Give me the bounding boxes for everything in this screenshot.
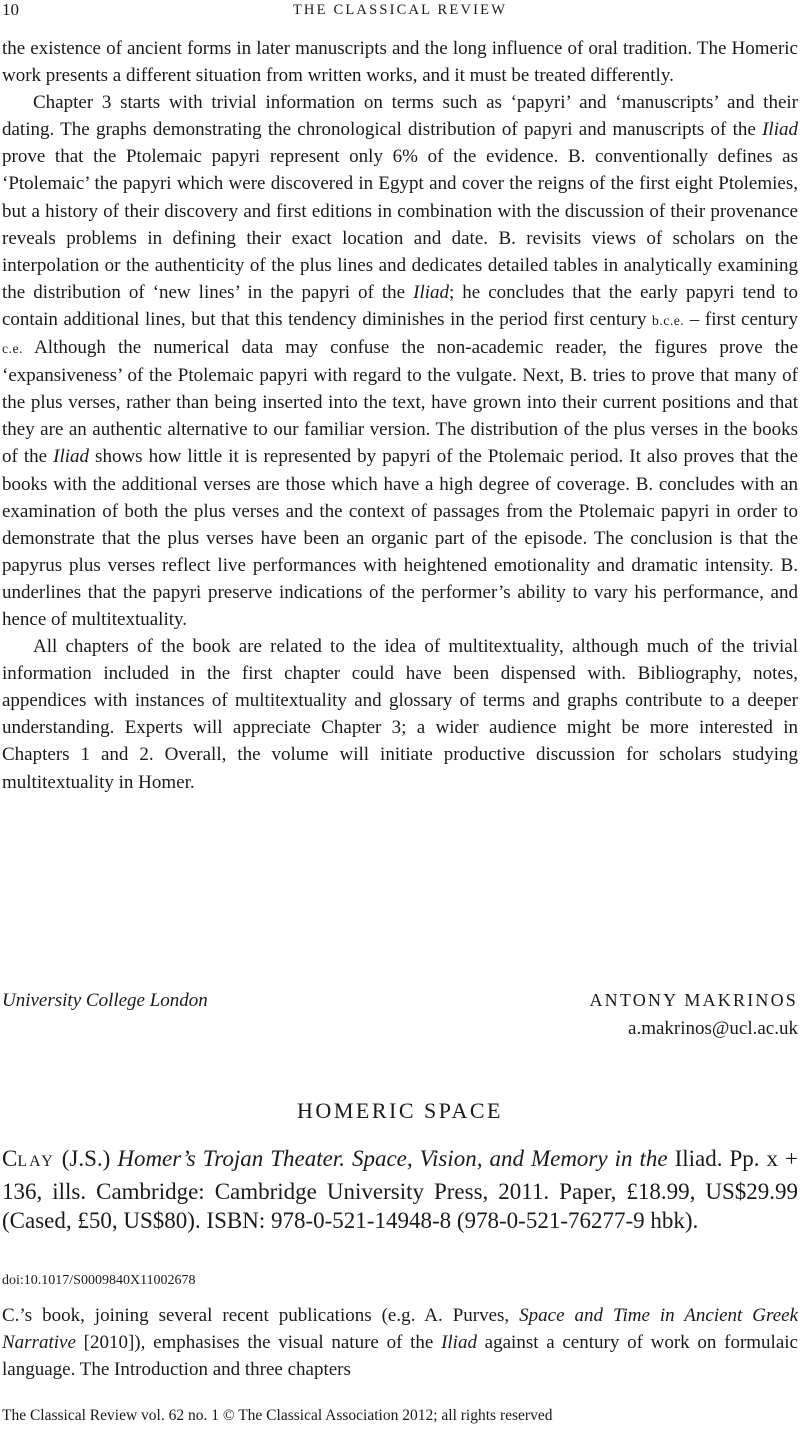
paragraph-chapter-3: [2, 89, 798, 633]
reviewer-email: a.makrinos@ucl.ac.uk: [628, 1018, 798, 1039]
reviewer-affiliation: University College London: [2, 990, 208, 1011]
text-run: prove that the Ptolemaic papyri represent only 6% of the evidence. B. conventionally defines as ‘Ptolemaic’ the papyri which were discovered in Egypt and cover the reigns of the first eight Ptolemies, but a history of their discovery and first editions in combination with the discussion of their provenance reveals problems in defining their exact location and date. B. revisits views of scholars on the interpolation or the authenticity of the plus lines and dedicates detailed tables in analytically examining the distribution of ‘new lines’ in the papyri of the: [2, 146, 798, 303]
italic-title: Iliad: [762, 119, 798, 141]
citation-details: . Pp. x + 136, ills. Cambridge: Cambridge University Press, 2011. Paper, £18.99, US$29.99 (Cased, £50, US$80). ISBN: 978-0-521-14948-8 (978-0-521-76277-9 hbk).: [2, 1146, 798, 1233]
text-run: Chapter 3 starts with trivial information on terms such as ‘papyri’ and ‘manuscripts’ and their dating. The graphs demonstrating the chronological distribution of papyri and manuscripts of the: [2, 92, 798, 141]
italic-title: Iliad: [413, 281, 450, 303]
era-abbreviation: b.c.e.: [652, 312, 685, 328]
text-run: shows how little it is represented by papyri of the Ptolemaic period. It also proves that the books with the additional verses are those which have a high degree of coverage. B. concludes with an examination of both the plus verses and the context of passages from the Ptolemaic papyri in order to demonstrate that the plus verses have been an organic part of the episode. The conclusion is that the papyrus plus verses reflect live performances with heightened emotionality and dramatic intensity. B. underlines that the papyri preserve indications of the performer’s ability to vary his performance, and hence of multitextuality.: [2, 446, 798, 630]
doi: doi:10.1017/S0009840X11002678: [2, 1273, 196, 1288]
text-run: ; he concludes that the early papyri tend to contain additional lines, but that this tendency diminishes in the period first century: [2, 281, 798, 330]
italic-title: Iliad: [53, 446, 90, 468]
page-header: [2, 0, 798, 22]
review-opening: [2, 1302, 798, 1383]
book-citation: [2, 1144, 798, 1236]
paragraph-conclusion: All chapters of the book are related to the idea of multitextuality, although much of the trivial information included in the first chapter could have been dispensed with. Bibliography, notes, appendices with instances of multitextuality and glossary of terms and graphs contribute to a deeper understanding. Experts will appreciate Chapter 3; a wider audience might be more interested in Chapters 1 and 2. Overall, the volume will initiate productive discussion for scholars studying multitextuality in Homer.: [2, 636, 798, 793]
italic-title: Space and Time in Ancient Greek Narrative: [2, 1305, 798, 1354]
paragraph-continued: the existence of ancient forms in later manuscripts and the long influence of oral tradition. The Homeric work presents a different situation from written works, and it must be treated differently.: [2, 38, 798, 87]
era-abbreviation: c.e.: [2, 341, 23, 357]
citation-title: Homer’s Trojan Theater. Space, Vision, and Memory in the: [117, 1146, 668, 1171]
text-run: against a century of work on formulaic language. The Introduction and three chapters: [2, 1332, 798, 1381]
citation-surname-rest: LAY: [17, 1153, 55, 1170]
page-footer: The Classical Review vol. 62 no. 1 © The Classical Association 2012; all rights reserved: [2, 1407, 553, 1424]
running-head: THE CLASSICAL REVIEW: [292, 2, 508, 18]
citation-title-roman: Iliad: [667, 1146, 717, 1171]
section-title: HOMERIC SPACE: [297, 1098, 503, 1123]
citation-surname-initial: C: [2, 1146, 18, 1171]
citation-initials: (J.S.): [54, 1146, 118, 1171]
text-run: Although the numerical data may confuse the non-academic reader, the figures prove the ‘expansiveness’ of the Ptolemaic papyri with regard to the vulgate. Next, B. tries to prove that many of the plus verses, rather than being inserted into the text, have grown into their current positions and that they are an authentic alternative to our familiar version. The distribution of the plus verses in the books of the: [2, 337, 798, 468]
text-run: [2010]), emphasises the visual nature of the: [75, 1332, 442, 1354]
italic-title: Iliad: [441, 1332, 477, 1354]
text-run: – first century: [684, 308, 798, 330]
text-run: C.’s book, joining several recent publications (e.g. A. Purves,: [2, 1305, 520, 1326]
page-number: 10: [2, 0, 19, 19]
review-body: [2, 35, 798, 796]
reviewer-name: ANTONY MAKRINOS: [589, 990, 798, 1010]
